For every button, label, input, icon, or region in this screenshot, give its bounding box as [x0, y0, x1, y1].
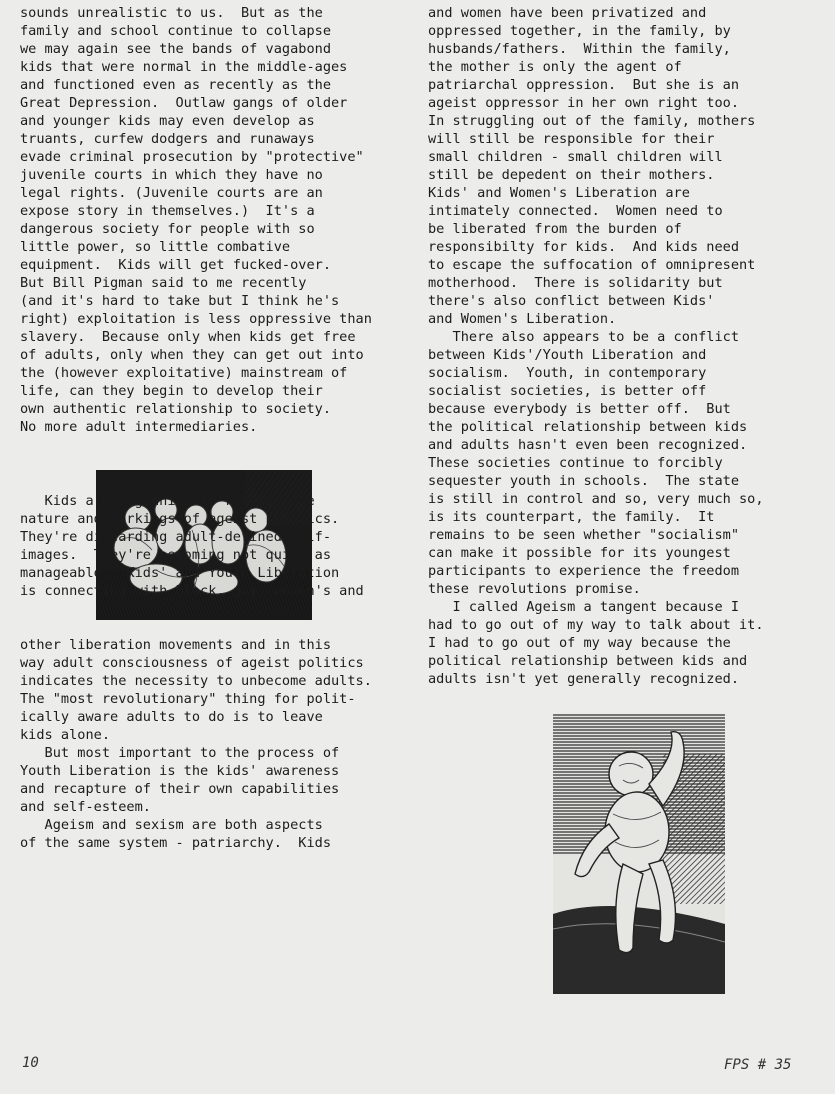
text-line: family and school continue to collapse [20, 23, 331, 39]
text-line: the (however exploitative) mainstream of [20, 365, 348, 381]
text-line: There also appears to be a conflict [428, 329, 739, 345]
text-line: is its counterpart, the family. It [428, 509, 715, 525]
text-line: other liberation movements and in this [20, 637, 331, 653]
text-line: the mother is only the agent of [428, 59, 682, 75]
text-line: Youth Liberation is the kids' awareness [20, 763, 340, 779]
text-line: motherhood. There is solidarity but [428, 275, 723, 291]
text-line: socialism. Youth, in contemporary [428, 365, 707, 381]
text-line: These societies continue to forcibly [428, 455, 723, 471]
text-line: because everybody is better off. But [428, 401, 731, 417]
text-line: The "most revolutionary" thing for polit- [20, 691, 356, 707]
text-line: be liberated from the burden of [428, 221, 682, 237]
text-line: life, can they begin to develop their [20, 383, 323, 399]
text-line: truants, curfew dodgers and runaways [20, 131, 315, 147]
text-line: and functioned even as recently as the [20, 77, 331, 93]
text-line: intimately connected. Women need to [428, 203, 723, 219]
text-line: dangerous society for people with so [20, 221, 315, 237]
text-line: is connecting with black, gay, women's and [20, 583, 364, 599]
text-line: juvenile courts in which they have no [20, 167, 323, 183]
text-line: and Women's Liberation. [428, 311, 617, 327]
text-line: these revolutions promise. [428, 581, 641, 597]
text-line: right) exploitation is less oppressive than [20, 311, 372, 327]
text-line: and adults hasn't even been recognized. [428, 437, 748, 453]
text-line: Ageism and sexism are both aspects [20, 817, 323, 833]
issue-label: FPS # 35 [724, 1057, 792, 1073]
text-line: legal rights. (Juvenile courts are an [20, 185, 323, 201]
text-line: evade criminal prosecution by "protective" [20, 149, 364, 165]
text-line: still be depedent on their mothers. [428, 167, 715, 183]
text-line: In struggling out of the family, mothers [428, 113, 756, 129]
text-line: (and it's hard to take but I think he's [20, 293, 340, 309]
page-number: 10 [22, 1055, 39, 1071]
text-line: sounds unrealistic to us. But as the [20, 5, 323, 21]
text-line: adults isn't yet generally recognized. [428, 671, 739, 687]
text-line: No more adult intermediaries. [20, 419, 258, 435]
text-line: They're discarding adult-defined self- [20, 529, 331, 545]
text-line: kids alone. [20, 727, 111, 743]
text-line: indicates the necessity to unbecome adults. [20, 673, 372, 689]
right-column [428, 4, 764, 688]
text-line: can make it possible for its youngest [428, 545, 731, 561]
text-line: I had to go out of my way because the [428, 635, 731, 651]
text-line: But Bill Pigman said to me recently [20, 275, 307, 291]
text-line: participants to experience the freedom [428, 563, 739, 579]
text-line: and recapture of their own capabilities [20, 781, 340, 797]
text-line: between Kids'/Youth Liberation and [428, 347, 707, 363]
text-line: political relationship between kids and [428, 653, 748, 669]
text-line: small children - small children will [428, 149, 723, 165]
text-line: to escape the suffocation of omnipresent [428, 257, 756, 273]
text-line: Kids are beginning to realize the [20, 493, 315, 509]
text-line: slavery. Because only when kids get free [20, 329, 356, 345]
text-line: socialist societies, is better off [428, 383, 707, 399]
text-line: and younger kids may even develop as [20, 113, 315, 129]
text-line: will still be responsible for their [428, 131, 715, 147]
text-line: we may again see the bands of vagabond [20, 41, 331, 57]
text-line: patriarchal oppression. But she is an [428, 77, 739, 93]
text-line: is still in control and so, very much so, [428, 491, 764, 507]
text-line: equipment. Kids will get fucked-over. [20, 257, 331, 273]
left-column-bottom [20, 636, 372, 852]
text-line: of adults, only when they can get out into [20, 347, 364, 363]
dancing-cherub-engraving [553, 714, 725, 994]
text-line: images. They're becoming not quite as [20, 547, 331, 563]
text-line: had to go out of my way to talk about it. [428, 617, 764, 633]
text-line: Great Depression. Outlaw gangs of older [20, 95, 348, 111]
text-line: and self-esteem. [20, 799, 151, 815]
text-line: and women have been privatized and [428, 5, 707, 21]
text-line: remains to be seen whether "socialism" [428, 527, 739, 543]
dancing-cherub-illustration [553, 714, 725, 994]
text-line: But most important to the process of [20, 745, 340, 761]
text-line: manageable. Kids' and Youth Liberation [20, 565, 340, 581]
text-line: there's also conflict between Kids' [428, 293, 715, 309]
text-line: husbands/fathers. Within the family, [428, 41, 731, 57]
text-line: sequester youth in schools. The state [428, 473, 739, 489]
text-line: of the same system - patriarchy. Kids [20, 835, 331, 851]
text-line: little power, so little combative [20, 239, 291, 255]
left-column-top [20, 4, 372, 436]
text-line: expose story in themselves.) It's a [20, 203, 315, 219]
text-line: responsibilty for kids. And kids need [428, 239, 739, 255]
text-line: Kids' and Women's Liberation are [428, 185, 690, 201]
text-line: ically aware adults to do is to leave [20, 709, 323, 725]
text-line: nature and workings of ageist politics. [20, 511, 340, 527]
text-line: I called Ageism a tangent because I [428, 599, 739, 615]
text-line: way adult consciousness of ageist politics [20, 655, 364, 671]
text-line: oppressed together, in the family, by [428, 23, 731, 39]
text-line: own authentic relationship to society. [20, 401, 331, 417]
text-line: kids that were normal in the middle-ages [20, 59, 348, 75]
left-column-middle [20, 492, 364, 600]
text-line: the political relationship between kids [428, 419, 748, 435]
text-line: ageist oppressor in her own right too. [428, 95, 739, 111]
